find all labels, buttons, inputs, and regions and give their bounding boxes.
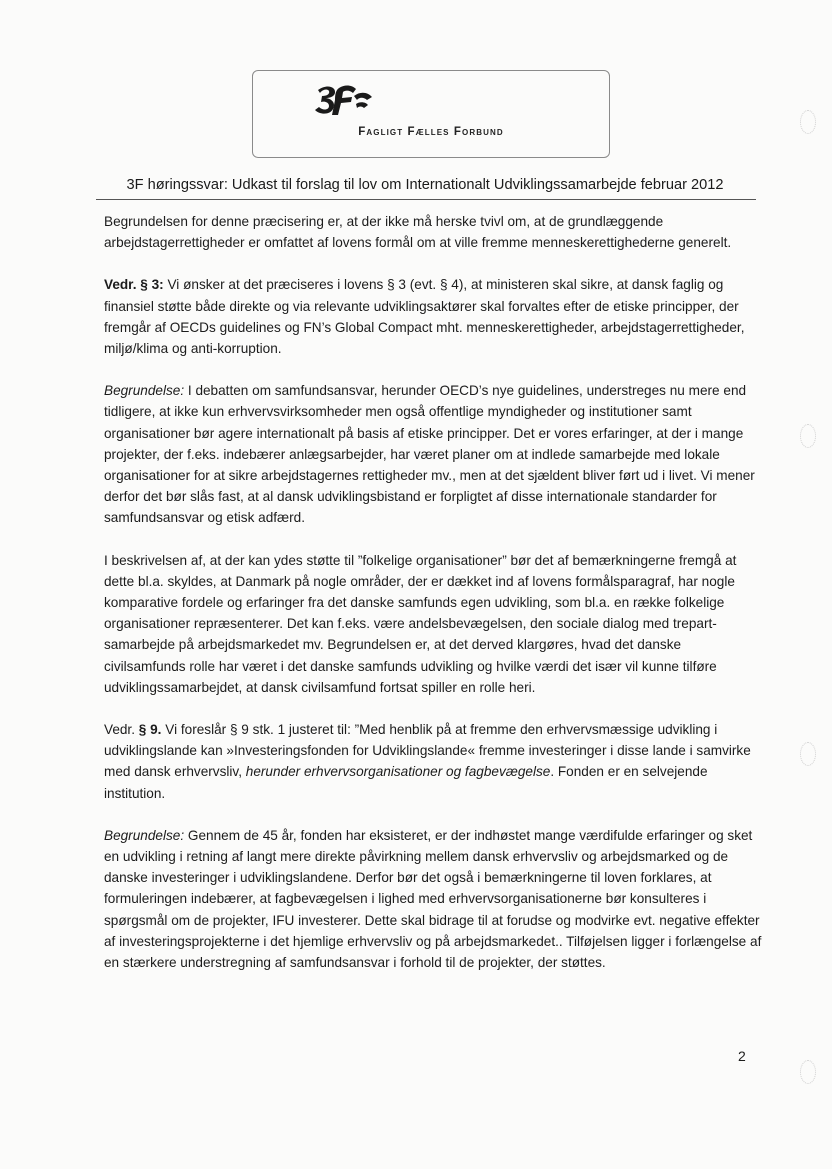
punch-hole-mark (800, 742, 816, 766)
bold-text-run: § 9. (138, 722, 162, 738)
logo-frame (252, 70, 610, 158)
header-divider (96, 199, 756, 200)
text-run: . Fonden er en selvejende institution. (104, 764, 708, 801)
paragraph (104, 274, 764, 359)
punch-hole-mark (800, 1060, 816, 1084)
text-run: Vedr. (104, 722, 139, 738)
organization-name: Fagligt Fælles Forbund (358, 126, 504, 138)
text-run: Begrundelsen for denne præcisering er, at der ikke må herske tvivl om, at de grundlæggende arbejdstagerrettigheder er omfattet af lovens formål om at ville fremme menneskerettighederne generelt. (104, 214, 732, 251)
italic-text-run: Begrundelse: (104, 383, 185, 399)
bold-text-run: Vedr. § 3: (104, 277, 164, 293)
text-run: Vi foreslår § 9 stk. 1 justeret til: ”Med henblik på at fremme den erhvervsmæssige udvikling i udviklingslande kan »Investeringsfonden for Udviklingslande« fremme investeringer i disse lande i samvirke med dansk erhvervsliv, (104, 722, 751, 780)
punch-hole-mark (800, 110, 816, 134)
document-title: 3F høringssvar: Udkast til forslag til lov om Internationalt Udviklingssamarbejde februar 2012 (126, 177, 724, 193)
text-run: I debatten om samfundsansvar, herunder OECD’s nye guidelines, understreges nu mere end tidligere, at ikke kun erhvervsvirksomheder men også offentlige myndigheder og institutioner samt organisationer bør agere internationalt på basis af etiske principper. Det er vores erfaringer, at der i mange projekter, der f.eks. indebærer anlægsarbejder, har været planer om at indlede samarbejde med lokale organisationer for at sikre arbejdstagernes rettigheder mv., men at det sjældent bliver ført ud i livet. Vi mener derfor det bør slås fast, at al dansk udviklingsbistand er forpligtet af disse internationale standarder for samfundsansvar og etisk adfærd. (104, 383, 755, 526)
text-run: Vi ønsker at det præciseres i lovens § 3 (evt. § 4), at ministeren skal sikre, at dansk faglig og finansiel støtte både direkte og via relevante udviklingsaktører skal forvaltes efter de etiske principper, der fremgår af OECDs guidelines og FN’s Global Compact mht. menneskerettigheder, arbejdstagerrettigheder, miljø/klima og anti-korruption. (104, 277, 745, 357)
paragraph (104, 550, 764, 698)
paragraph (104, 719, 764, 804)
text-run: I beskrivelsen af, at der kan ydes støtte til ”folkelige organisationer” bør det af bemærkningerne fremgå at dette bl.a. skyldes, at Danmark på nogle områder, der er dækket ind af lovens formålsparagraf, har nogle komparative fordele og erfaringer fra det danske samfunds egen udvikling, som bl.a. en række folkelige organisationer repræsenterer. Det kan f.eks. være andelsbevægelsen, den sociale dialog med trepart-samarbejde på arbejdsmarkedet mv. Begrundelsen er, at det derved klargøres, hvad det danske civilsamfunds rolle har været i det danske samfunds udvikling og hvilke værdi det især vil kunne tilføre udviklingssamarbejdet, at dansk civilsamfund fortsat spiller en rolle heri. (104, 552, 737, 695)
paragraph (104, 211, 764, 253)
paragraph (104, 380, 764, 528)
italic-text-run: Begrundelse: (104, 827, 185, 843)
punch-hole-mark (800, 424, 816, 448)
paragraph (104, 825, 764, 973)
document-body (104, 211, 764, 994)
italic-text-run: herunder erhvervsorganisationer og fagbevægelse (245, 764, 551, 780)
3f-logo-icon (312, 82, 374, 118)
page-number: 2 (738, 1048, 746, 1064)
text-run: Gennem de 45 år, fonden har eksisteret, er der indhøstet mange værdifulde erfaringer og sket en udvikling i retning af langt mere direkte påvirkning mellem dansk erhvervsliv og arbejdsmarked og de danske investeringer i udviklingslandene. Derfor bør det også i bemærkningerne til loven forklares, at formuleringen indebærer, at fagbevægelsen i lighed med erhvervsorganisationerne bør konsulteres i spørgsmål om de projekter, IFU investerer. Dette skal bidrage til at forudse og modvirke evt. negative effekter af investeringsprojekterne i det hjemlige erhvervsliv og på arbejdsmarkedet.. Tilføjelsen ligger i forlængelse af en stærkere understregning af samfundsansvar i forhold til de projekter, der støttes. (104, 827, 762, 971)
